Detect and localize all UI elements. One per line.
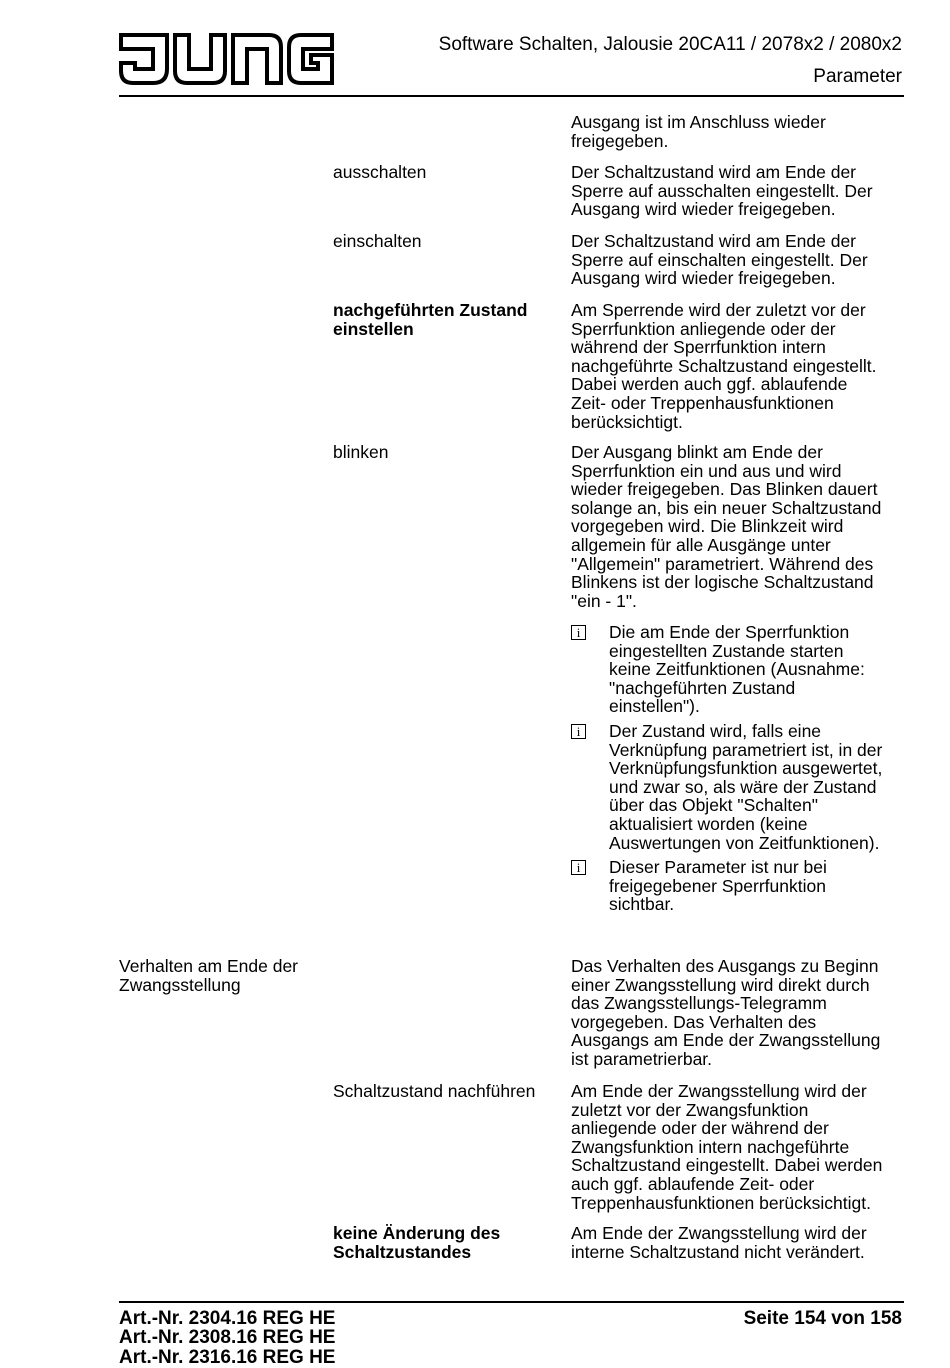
header-rule [119, 95, 904, 97]
option-schaltzustand-nachfuehren-description: Am Ende der Zwangsstellung wird der zuletzt vor der Zwangsfunktion anliegende oder der während der Zwangsfunktion intern nachgeführte Schaltzustand eingestellt. Dabei werden auch ggf. ablaufende Zeit- oder Treppenhausfunktionen berücksichtigt. [571, 1081, 883, 1213]
info-icon: i [571, 860, 586, 875]
info-note-text: Dieser Parameter ist nur bei freigegebener Sperrfunktion sichtbar. [609, 857, 827, 915]
section-subtitle: Parameter [813, 66, 902, 87]
continued-description: Ausgang ist im Anschluss wieder freigegeben. [571, 112, 826, 151]
page-number: Seite 154 von 158 [743, 1308, 902, 1329]
info-icon: i [571, 625, 586, 640]
document-title: Software Schalten, Jalousie 20CA11 / 2078x2 / 2080x2 [438, 34, 902, 55]
info-note [571, 622, 911, 717]
info-note-text: Die am Ende der Sperrfunktion eingestellten Zustande starten keine Zeitfunktionen (Ausnahme: "nachgeführten Zustand einstellen"). [609, 622, 865, 717]
option-einschalten-description: Der Schaltzustand wird am Ende der Sperre auf einschalten eingestellt. Der Ausgang wird wieder freigegeben. [571, 231, 868, 289]
option-blinken: blinken [333, 442, 389, 462]
option-einschalten: einschalten [333, 231, 422, 251]
option-keine-aenderung: keine Änderung des Schaltzustandes [333, 1223, 501, 1262]
option-nachgefuehrten-zustand-description: Am Sperrende wird der zuletzt vor der Sperrfunktion anliegende oder der während der Sperrfunktion intern nachgeführte Schaltzustand eingestellt. Dabei werden auch ggf. ablaufende Zeit- oder Treppenhausfunktionen berücksichtigt. [571, 300, 877, 432]
option-blinken-description: Der Ausgang blinkt am Ende der Sperrfunktion ein und aus und wird wieder freigegeben. Das Blinken dauert solange an, bis ein neuer Schaltzustand vorgegeben wird. Die Blinkzeit wird allgemein für alle Ausgänge unter "Allgemein" parametriert. Während des Blinkens ist der logische Schaltzustand "ein - 1". [571, 442, 882, 611]
jung-logo [119, 33, 334, 86]
article-numbers: Art.-Nr. 2304.16 REG HE Art.-Nr. 2308.16 REG HE Art.-Nr. 2316.16 REG HE [119, 1308, 336, 1368]
option-keine-aenderung-description: Am Ende der Zwangsstellung wird der interne Schaltzustand nicht verändert. [571, 1223, 867, 1262]
option-nachgefuehrten-zustand: nachgeführten Zustand einstellen [333, 300, 528, 339]
parameter-description: Das Verhalten des Ausgangs zu Beginn einer Zwangsstellung wird direkt durch das Zwangsstellungs-Telegramm vorgegeben. Das Verhalten des Ausgangs am Ende der Zwangsstellung ist parametrierbar. [571, 956, 881, 1069]
option-ausschalten-description: Der Schaltzustand wird am Ende der Sperre auf ausschalten eingestellt. Der Ausgang wird wieder freigegeben. [571, 162, 873, 220]
info-note-text: Der Zustand wird, falls eine Verknüpfung parametriert ist, in der Verknüpfungsfunktion ausgewertet, und zwar so, als wäre der Zustand über das Objekt "Schalten" aktualisiert worden (keine Auswertungen von Zeitfunktionen). [609, 721, 883, 853]
footer-rule [119, 1301, 904, 1303]
info-note [571, 857, 911, 915]
info-icon: i [571, 724, 586, 739]
option-schaltzustand-nachfuehren: Schaltzustand nachführen [333, 1081, 536, 1101]
parameter-name: Verhalten am Ende der Zwangsstellung [119, 956, 299, 995]
option-ausschalten: ausschalten [333, 162, 427, 182]
info-note [571, 721, 911, 853]
